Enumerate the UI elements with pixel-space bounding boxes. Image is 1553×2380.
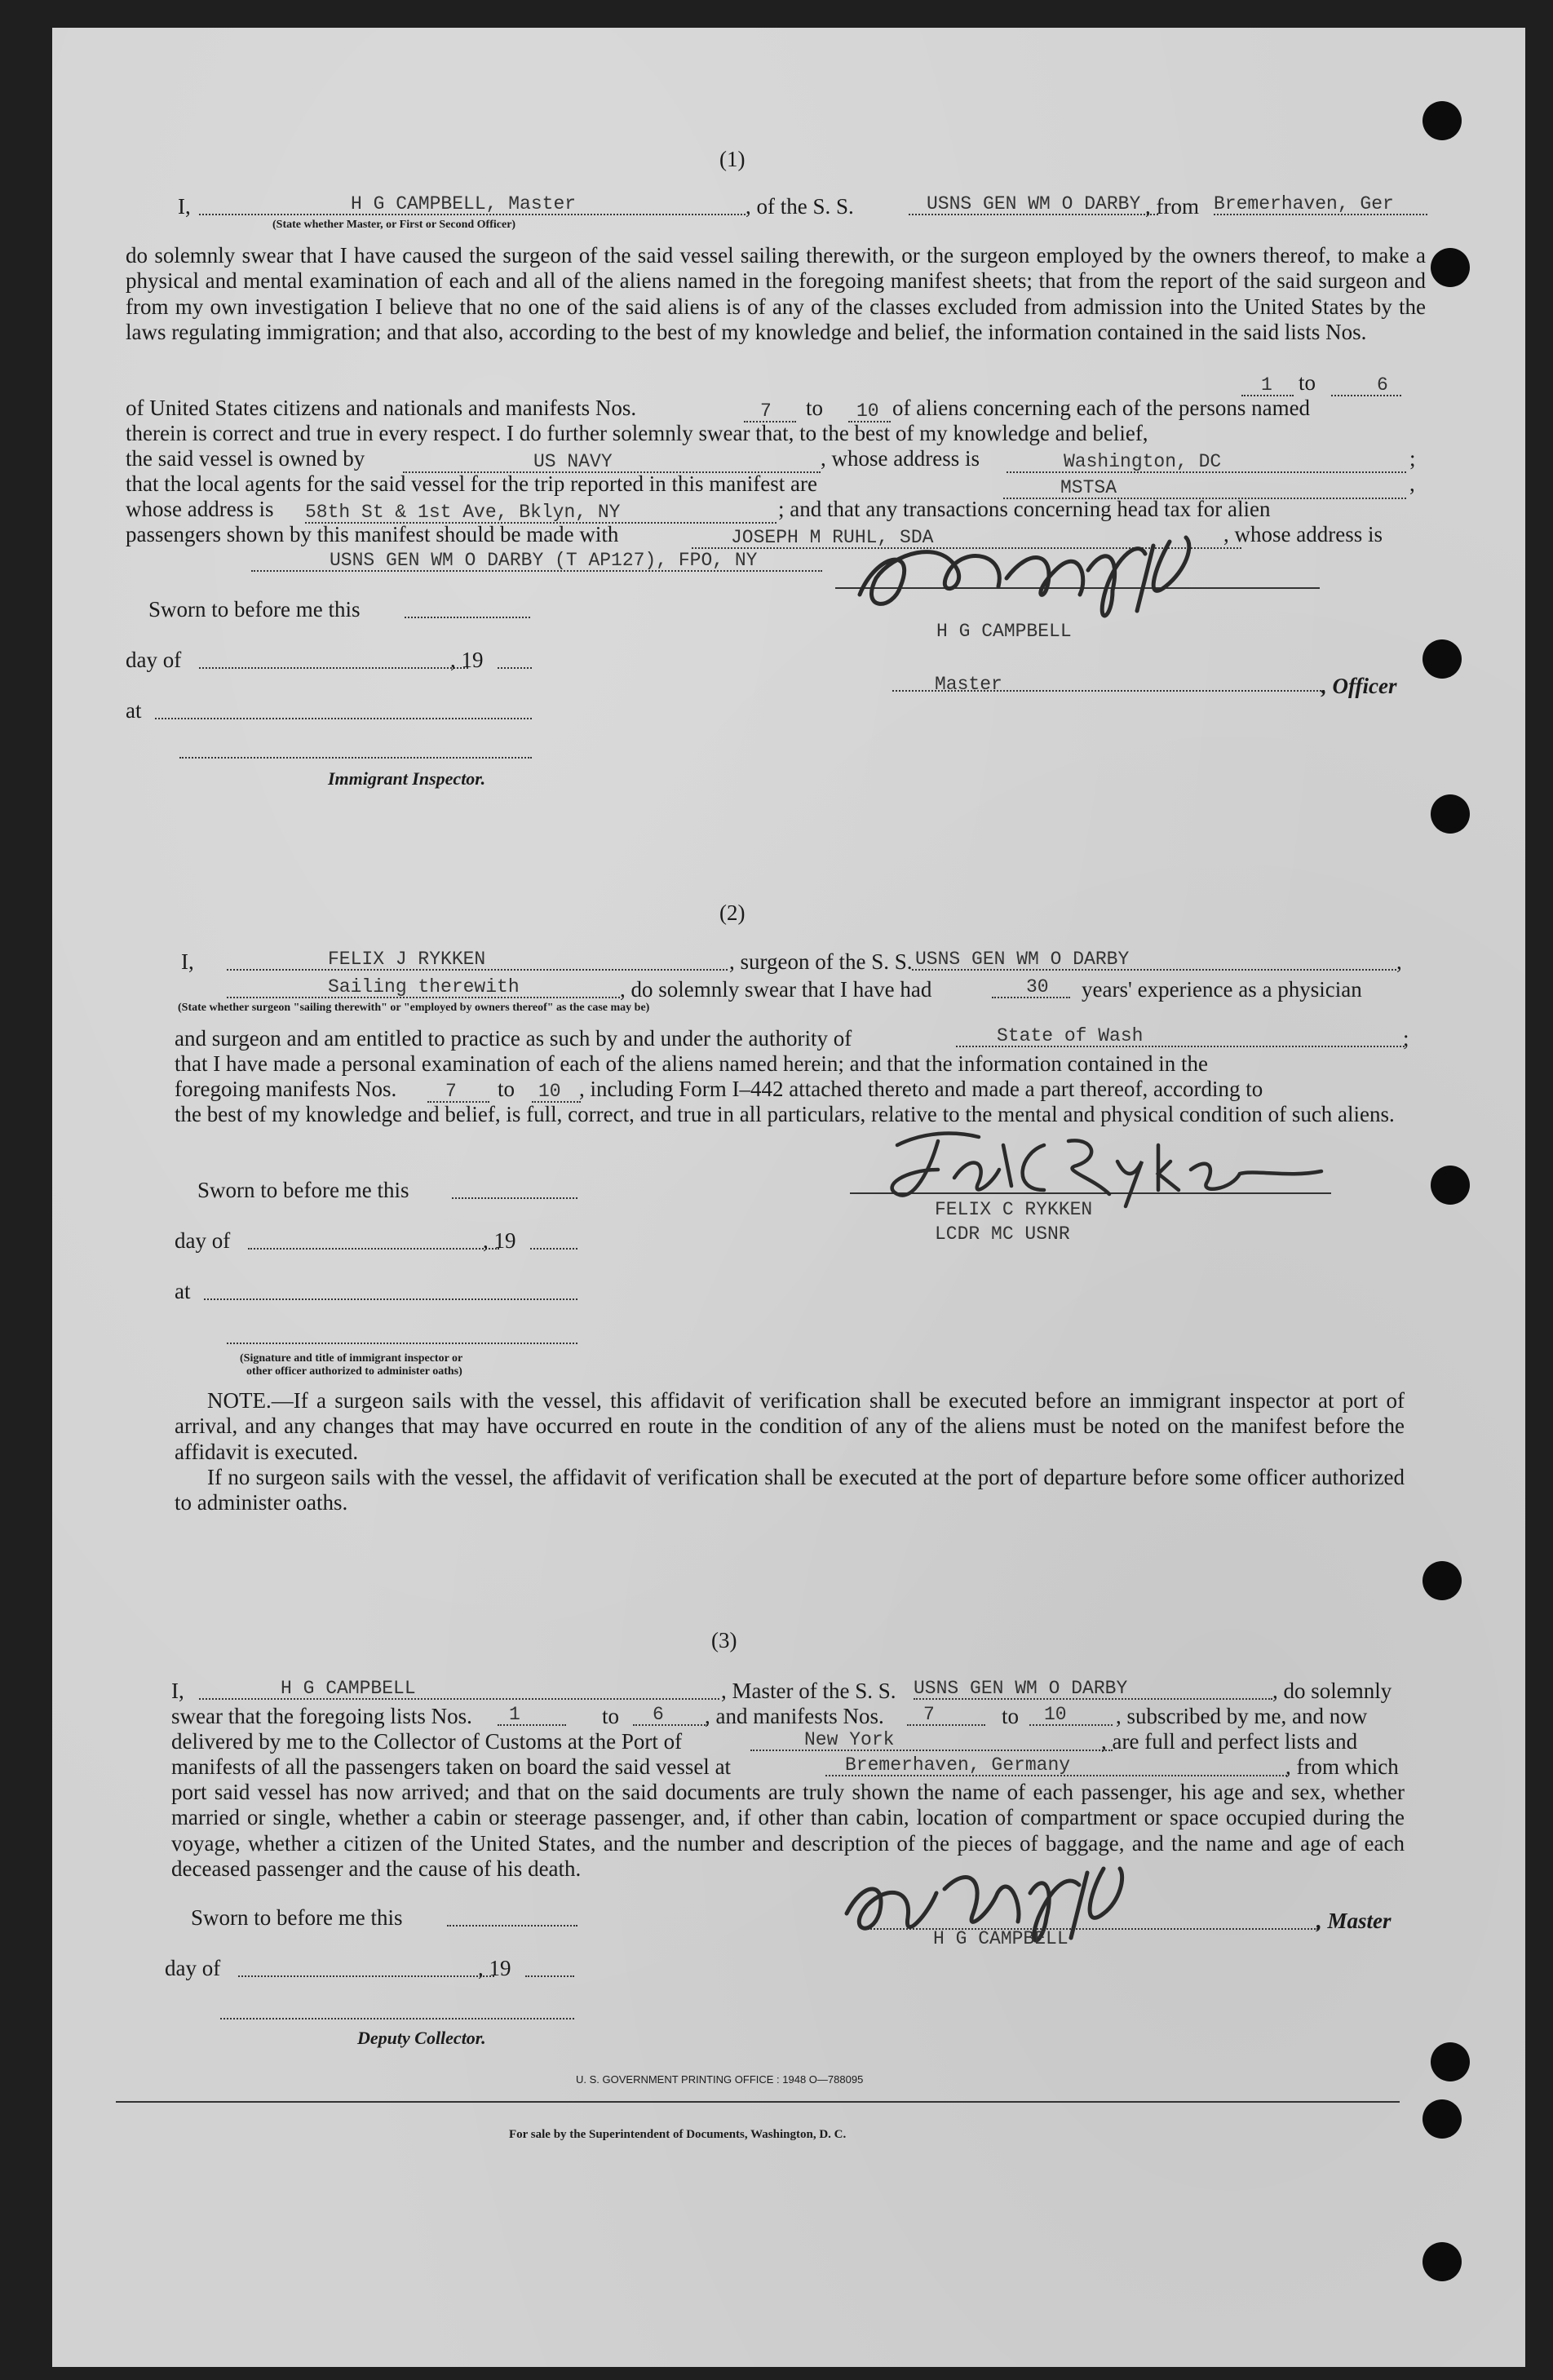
section-number: (3) [711, 1628, 737, 1652]
to-label: to [806, 396, 824, 420]
section2-paragraph: the best of my knowledge and belief, is full, correct, and true in all particulars, relative to the mental and physical condition of such aliens. [175, 1102, 1395, 1126]
swear-label: , do solemnly swear that I have had [620, 977, 932, 1002]
sworn-label: Sworn to before me this [148, 597, 361, 622]
year-field[interactable] [498, 667, 532, 669]
manifests-all-label: manifests of all the passengers taken on board the said vessel at [171, 1754, 732, 1779]
day-of-field[interactable] [238, 1975, 494, 1977]
vessel-field[interactable]: USNS GEN WM O DARBY [914, 1675, 1272, 1700]
binder-hole [1431, 2042, 1470, 2081]
i-label: I, [181, 949, 194, 974]
year-label: , 19 [478, 1956, 511, 1980]
manifests-to-field[interactable]: 10 [848, 398, 891, 422]
signer-typed-name: H G CAMPBELL [936, 621, 1072, 642]
authority-field[interactable]: State of Wash [956, 1023, 1405, 1047]
note-paragraph-2: If no surgeon sails with the vessel, the affidavit of verification shall be executed at the port of departure before some officer authorized to administer oaths. [175, 1465, 1405, 1515]
master-of-label: , Master of the S. S. [721, 1679, 896, 1703]
surgeon-typed-name: FELIX C RYKKEN [935, 1199, 1093, 1220]
para-line: that I have made a personal examination of each of the aliens named herein; and that the information contained in the [175, 1051, 1209, 1076]
year-label: , 19 [450, 648, 484, 672]
from-which-label: , from which [1285, 1754, 1399, 1779]
sworn-date-field[interactable] [447, 1925, 577, 1927]
binder-hole [1431, 794, 1470, 834]
foregoing-label: foregoing manifests Nos. [175, 1077, 397, 1101]
sworn-date-field[interactable] [452, 1197, 577, 1199]
signature-campbell [843, 521, 1284, 627]
port-from-field[interactable]: Bremerhaven, Germany [825, 1752, 1287, 1776]
sailing-field[interactable]: Sailing therewith [227, 974, 620, 998]
manifests-from-field[interactable]: 7 [744, 398, 796, 422]
at-label: at [175, 1279, 191, 1303]
signature-rykken [848, 1121, 1338, 1210]
signer-title: Master [935, 674, 1002, 695]
officer-label: , Officer [1321, 674, 1397, 698]
from-label: , from [1145, 194, 1199, 219]
binder-hole [1422, 2099, 1462, 2139]
master-label: , Master [1316, 1909, 1392, 1933]
at-label: at [126, 698, 142, 723]
contact-address-field[interactable]: USNS GEN WM O DARBY (T AP127), FPO, NY [251, 547, 822, 572]
manifests-to-field[interactable]: 10 [532, 1078, 581, 1103]
semicolon: ; [1403, 1026, 1409, 1051]
lists-to-field[interactable]: 6 [1331, 372, 1401, 396]
sailing-caption: (State whether surgeon "sailing therewith" or "employed by owners thereof" as the case may be) [178, 1002, 650, 1014]
years-label: years' experience as a physician [1082, 977, 1362, 1002]
year-field[interactable] [525, 1975, 574, 1977]
section-number: (1) [719, 147, 746, 171]
port-field[interactable]: New York [750, 1727, 1113, 1751]
owned-by-field[interactable]: US NAVY [403, 449, 821, 473]
manifests-from-field[interactable]: 7 [427, 1078, 489, 1103]
binder-hole [1422, 639, 1462, 679]
manifests-to-field[interactable]: 10 [1029, 1701, 1113, 1726]
collector-caption: Deputy Collector. [357, 2028, 486, 2048]
vessel-field[interactable]: USNS GEN WM O DARBY [909, 191, 1158, 215]
to-label: to [602, 1704, 620, 1728]
surgeon-name-field[interactable]: FELIX J RYKKEN [227, 946, 728, 971]
head-tax-contact-field[interactable]: JOSEPH M RUHL, SDA [692, 524, 1241, 549]
day-of-label: day of [126, 648, 182, 672]
whose-address-label: , whose address is [821, 446, 980, 471]
head-tax-label: ; and that any transactions concerning head tax for alien [778, 497, 1271, 521]
comma: , [1409, 471, 1415, 496]
full-lists-label: , are full and perfect lists and [1101, 1729, 1358, 1754]
master-name-field[interactable]: H G CAMPBELL [199, 1675, 719, 1700]
inspector-signature-field[interactable] [179, 757, 532, 759]
to-label: to [1299, 370, 1316, 395]
authority-label: and surgeon and am entitled to practice as such by and under the authority of [175, 1026, 852, 1051]
master-name-field[interactable]: H G CAMPBELL, Master [199, 191, 746, 215]
oath-officer-signature-field[interactable] [227, 1343, 577, 1344]
section3-paragraph: port said vessel has now arrived; and that on the said documents are truly shown the name of each passenger, his age and sex, whether married or single, whether a cabin or steerage passenger, and, if other than cabin, location of compartment or space occupied during the voyage, whether a citizen of the United States, and the number and description of the pieces of baggage, and the name and age of each deceased passenger and the cause of his death. [171, 1780, 1405, 1882]
subscribed-label: , subscribed by me, and now [1116, 1704, 1368, 1728]
section-number: (2) [719, 900, 746, 925]
day-of-label: day of [175, 1228, 231, 1253]
day-of-field[interactable] [199, 667, 468, 669]
at-field[interactable] [204, 1298, 577, 1300]
therein-text: therein is correct and true in every respect. I do further solemnly swear that, to the best of my knowledge and belief, [126, 421, 1148, 445]
years-field[interactable]: 30 [992, 974, 1070, 998]
delivered-label: delivered by me to the Collector of Customs at the Port of [171, 1729, 683, 1754]
owner-address-field[interactable]: Washington, DC [1007, 449, 1406, 473]
signature-caption: (Signature and title of immigrant inspector or [240, 1352, 463, 1365]
port-from-field[interactable]: Bremerhaven, Ger [1214, 191, 1427, 215]
comma: , [1396, 949, 1402, 974]
footer-rule [116, 2101, 1400, 2103]
manifests-from-field[interactable]: 7 [907, 1701, 985, 1726]
vessel-field[interactable]: USNS GEN WM O DARBY [912, 946, 1396, 971]
i-label: I, [171, 1679, 184, 1703]
section1-oath-paragraph: do solemnly swear that I have caused the surgeon of the said vessel sailing therewith, or the surgeon employed by the owners thereof, to make a physical and mental examination of each and all of the aliens named in the foregoing manifest sheets; that from the report of the said surgeon and from my own investigation I believe that no one of the said aliens is of any of the classes excluded from admission into the United States by the laws regulating immigration; and that also, according to the best of my knowledge and belief, the information contained in the said lists Nos. [126, 243, 1426, 345]
for-sale-note: For sale by the Superintendent of Documents, Washington, D. C. [509, 2128, 847, 2141]
signature-caption: other officer authorized to administer oaths) [246, 1365, 462, 1378]
agents-address-label: whose address is [126, 497, 274, 521]
surgeon-typed-title: LCDR MC USNR [935, 1223, 1070, 1245]
binder-hole [1431, 1166, 1470, 1205]
semicolon: ; [1409, 446, 1416, 471]
lists-from-field[interactable]: 1 [1241, 372, 1294, 396]
i-label: I, [178, 194, 191, 219]
including-label: , including Form I–442 attached thereto and made a part thereof, according to [579, 1077, 1263, 1101]
sworn-label: Sworn to before me this [197, 1178, 409, 1202]
year-label: , 19 [483, 1228, 516, 1253]
do-solemnly-label: , do solemnly [1272, 1679, 1392, 1703]
agents-address-field[interactable]: 58th St & 1st Ave, Bklyn, NY [305, 499, 776, 524]
swear-lists-label: swear that the foregoing lists Nos. [171, 1704, 472, 1728]
binder-hole [1422, 101, 1462, 140]
note-paragraph: NOTE.—If a surgeon sails with the vessel, this affidavit of verification shall be executed before an immigrant inspector at port of arrival, and any changes that may have occurred en route in the condition of any of the aliens must be noted on the manifest before the affidavit is executed. [175, 1388, 1405, 1464]
binder-hole [1431, 248, 1470, 287]
document-page [52, 28, 1525, 2367]
lists-to-field[interactable]: 6 [633, 1701, 708, 1726]
at-field[interactable] [155, 718, 532, 719]
agents-field[interactable]: MSTSA [1003, 475, 1406, 499]
owned-by-label: the said vessel is owned by [126, 446, 365, 471]
binder-hole [1422, 1561, 1462, 1600]
us-citizens-label: of United States citizens and nationals and manifests Nos. [126, 396, 637, 420]
local-agents-label: that the local agents for the said vessel for the trip reported in this manifest are [126, 471, 817, 496]
aliens-label: of aliens concerning each of the persons named [892, 396, 1311, 420]
inspector-caption: Immigrant Inspector. [328, 768, 486, 789]
to-label: to [498, 1077, 515, 1101]
master-caption: (State whether Master, or First or Second Officer) [272, 219, 516, 231]
day-of-label: day of [165, 1956, 221, 1980]
passengers-label: passengers shown by this manifest should be made with [126, 522, 619, 546]
lists-from-field[interactable]: 1 [498, 1701, 566, 1726]
of-the-ss-label: , of the S. S. [746, 194, 854, 219]
signer-typed-name: H G CAMPBELL [933, 1928, 1069, 1949]
surgeon-of-label: , surgeon of the S. S. [729, 949, 913, 974]
binder-hole [1422, 2242, 1462, 2281]
sworn-label: Sworn to before me this [191, 1905, 403, 1930]
collector-signature-field[interactable] [220, 2018, 574, 2019]
and-manifests-label: , and manifests Nos. [705, 1704, 884, 1728]
printing-office: U. S. GOVERNMENT PRINTING OFFICE : 1948 O—788095 [576, 2073, 864, 2086]
sworn-date-field[interactable] [405, 617, 530, 618]
day-of-field[interactable] [248, 1248, 499, 1250]
whose-address-label: , whose address is [1223, 522, 1383, 546]
year-field[interactable] [530, 1248, 577, 1250]
to-label: to [1002, 1704, 1020, 1728]
